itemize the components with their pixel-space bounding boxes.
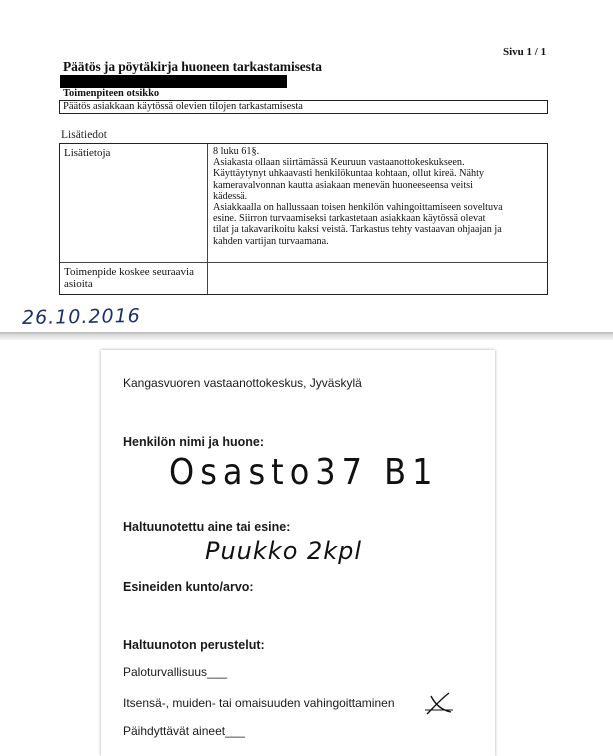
seized-item-label: Haltuunotettu aine tai esine:: [123, 520, 291, 534]
document-separator: [0, 332, 613, 340]
extra-info-row-label: Lisätietoja: [60, 144, 208, 263]
affected-matters-value: [208, 263, 547, 294]
checked-x-mark-icon: [423, 690, 453, 720]
name-room-label: Henkilön nimi ja huone:: [123, 435, 264, 449]
seizure-form: [101, 350, 495, 756]
page-number: Sivu 1 / 1: [503, 46, 547, 58]
extra-info-line: Asiakkaalla on hallussaan toisen henkilön vahingoittamiseen soveltuva: [213, 202, 503, 214]
extra-info-row-value: [208, 144, 547, 263]
name-room-value: Osasto37 B1: [169, 451, 439, 493]
extra-info-line: kahden vartijan turvaamana.: [213, 235, 329, 247]
seized-item-value: Puukko 2kpl: [205, 537, 363, 565]
document-title: Päätös ja pöytäkirja huoneen tarkastamisesta: [63, 59, 322, 74]
extra-info-table: [59, 143, 548, 295]
ground-intoxicants: Päihdyttävät aineet___: [123, 724, 246, 738]
grounds-label: Haltuunoton perustelut:: [123, 638, 265, 652]
decision-document: [0, 0, 613, 332]
ground-fire-safety: Paloturvallisuus___: [123, 665, 228, 679]
extra-info-line: Käyttäytynyt uhkaavasti henkilökuntaa kohtaan, ollut kireä. Nähty: [213, 168, 485, 180]
condition-label: Esineiden kunto/arvo:: [123, 580, 254, 594]
extra-info-line: esine. Siirron turvaamiseksi tarkastetaan asiakkaan käytössä olevat: [213, 213, 486, 225]
affected-matters-label: Toimenpide koskee seuraavia asioita: [60, 263, 208, 294]
extra-info-line: 8 luku 61§.: [213, 146, 260, 157]
extra-info-line: tilat ja takavarikoitu kaksi veistä. Tarkastus tehty vastaavan ohjaajan ja: [213, 224, 502, 236]
action-heading-label: Toimenpiteen otsikko: [63, 88, 160, 99]
redaction-bar: [60, 75, 287, 88]
extra-info-label: Lisätiedot: [61, 129, 107, 141]
extra-info-line: Asiakasta ollaan siirtämässä Keuruun vastaanottokeskukseen.: [213, 157, 465, 169]
handwritten-date: 26.10.2016: [21, 304, 141, 330]
extra-info-line: kädessä.: [213, 190, 248, 202]
seizure-form-area: [0, 340, 613, 756]
center-name: Kangasvuoren vastaanottokeskus, Jyväskylä: [123, 376, 362, 390]
extra-info-line: kameravalvonnan kautta asiakaan menevän huoneeseensa veitsi: [213, 179, 473, 191]
action-heading-value: Päätös asiakkaan käytössä olevien tilojen tarkastamisesta: [59, 100, 548, 114]
ground-harm-prevention: Itsensä-, muiden- tai omaisuuden vahingoittaminen: [123, 696, 395, 710]
